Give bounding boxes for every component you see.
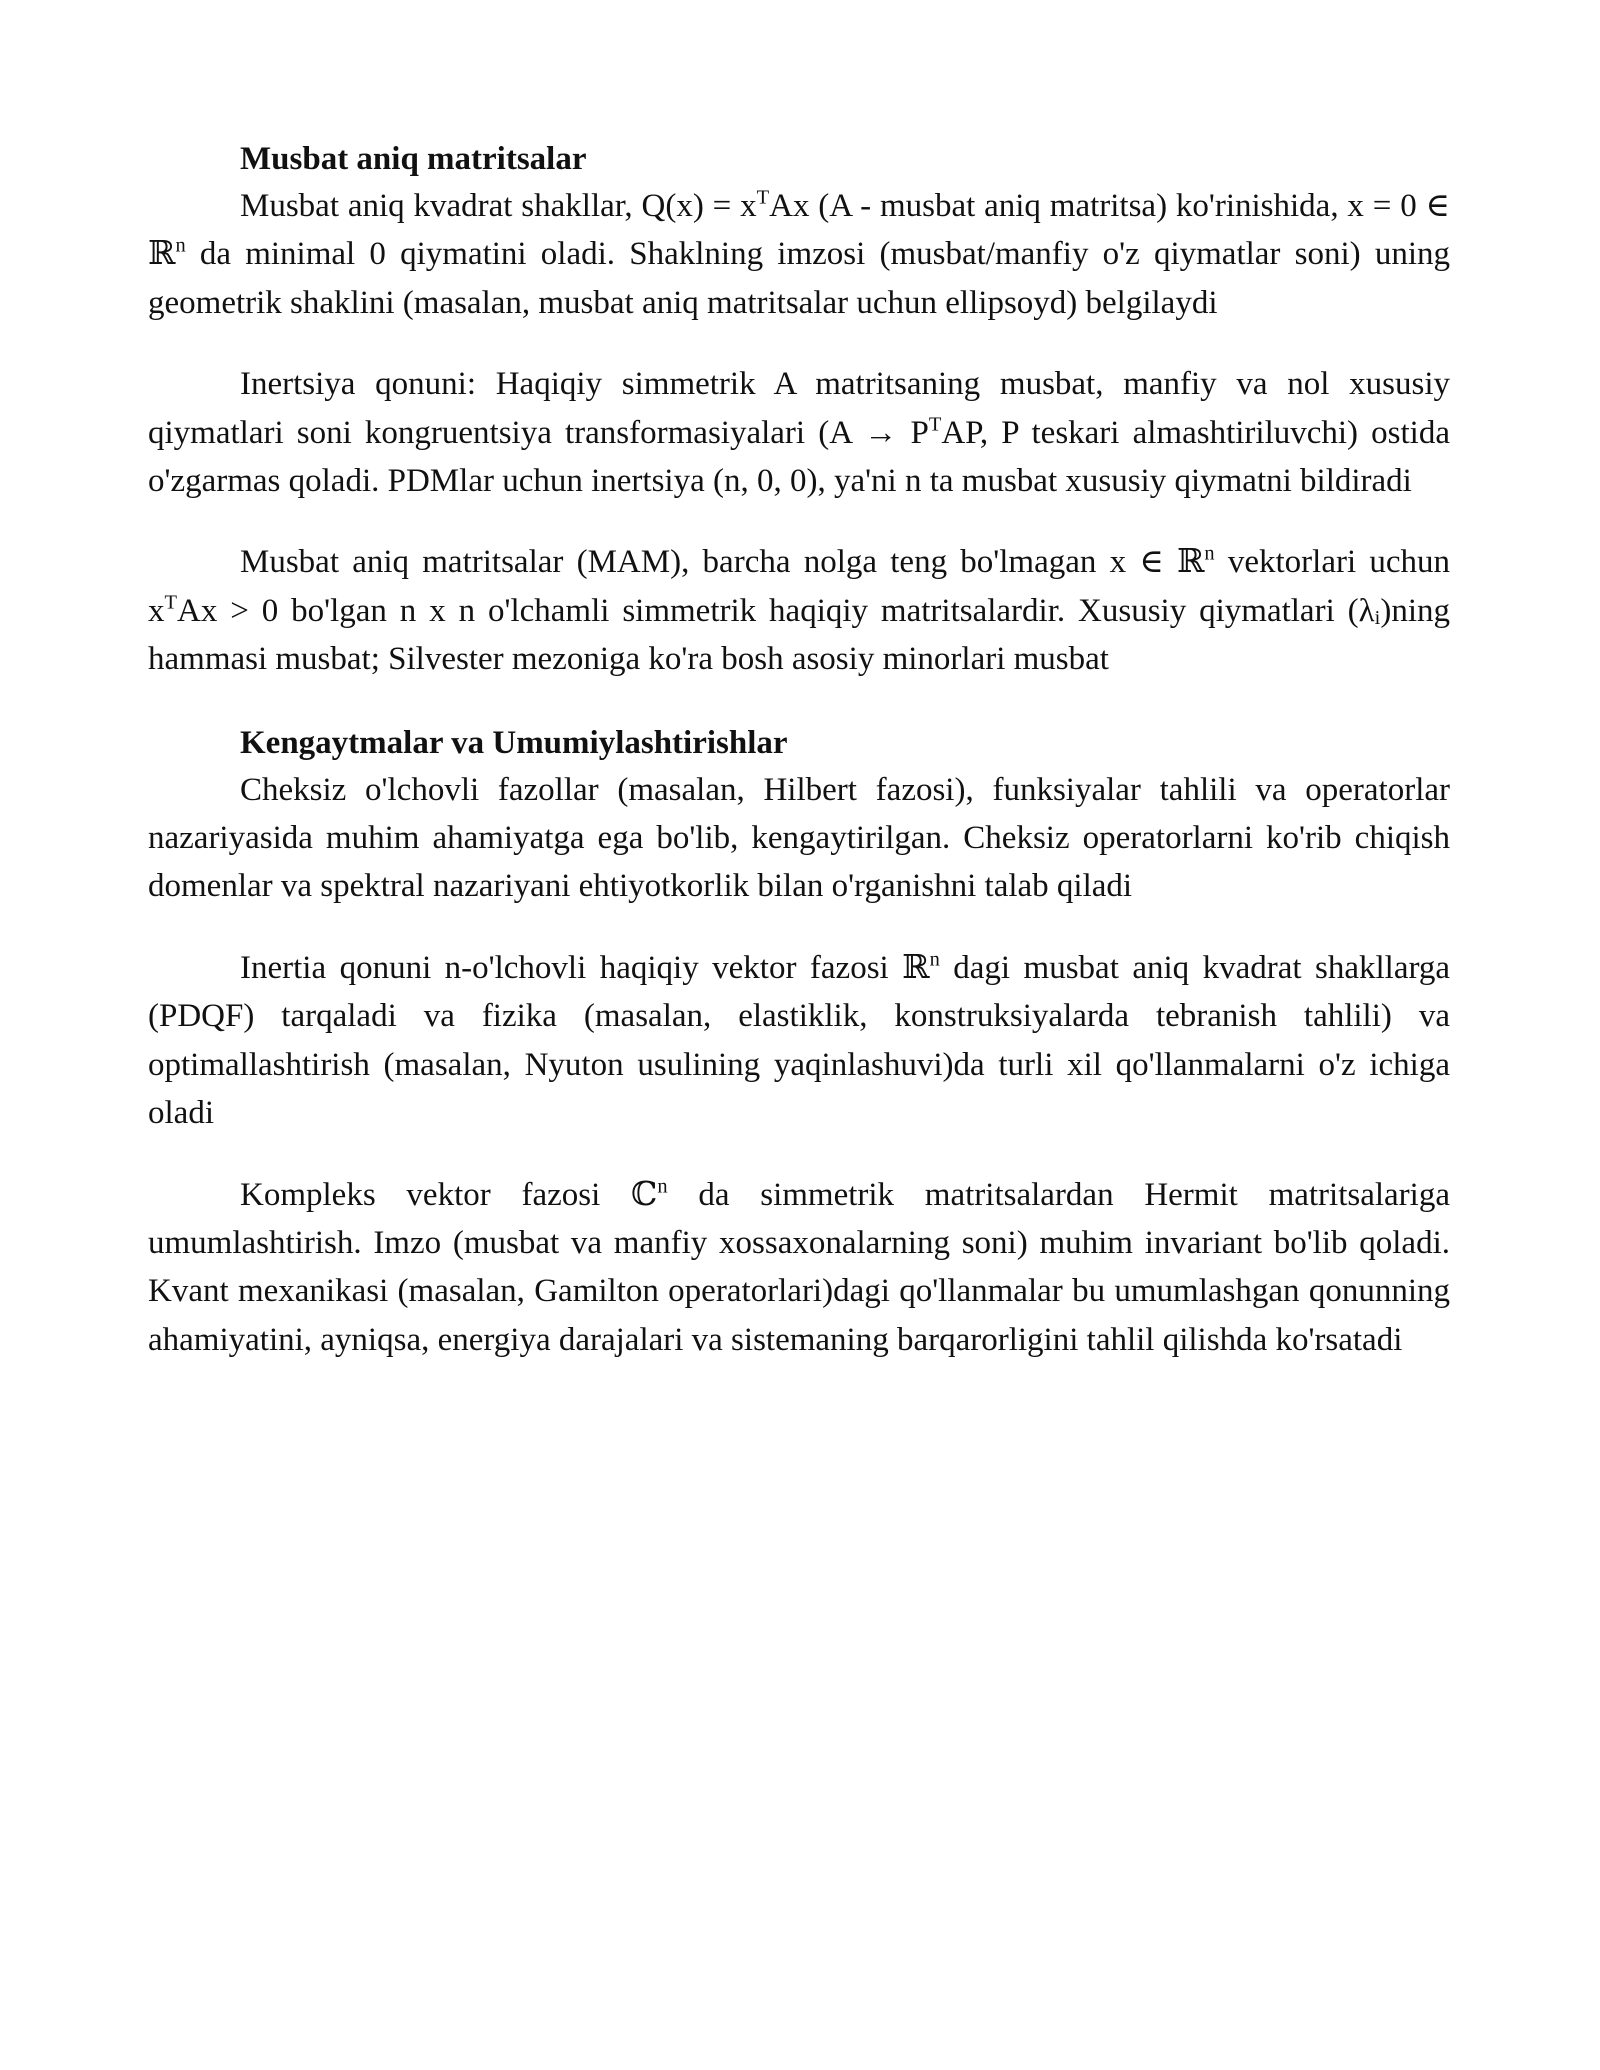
superscript: T: [928, 412, 942, 435]
paragraph-hermitian-generalization: [148, 1171, 1450, 1365]
text-run: Ax > 0 bo'lgan n x n o'lchamli simmetrik haqiqiy matritsalardir. Xususiy qiymatlari (λ: [176, 592, 1375, 629]
text-run: Kompleks vektor fazosi ℂ: [240, 1176, 658, 1213]
text-run: da simmetrik matritsalardan Hermit matritsalariga umumlashtirish. Imzo (musbat va manfiy xossaxonalarning soni) muhim invariant bo'lib qoladi. Kvant mexanikasi (masalan, Gamilton operatorlari)dagi qo'llanmalar bu umumlashgan qonunning ahamiyatini, ayniqsa, energiya darajalari va sistemaning barqarorligini tahlil qilishda ko'rsatadi: [148, 1176, 1450, 1358]
section-spacer: [148, 684, 1450, 720]
paragraph-quadratic-forms: [148, 182, 1450, 327]
paragraph-inertia-applications: [148, 944, 1450, 1138]
superscript: T: [756, 186, 770, 209]
text-run: da minimal 0 qiymatini oladi. Shaklning imzosi (musbat/manfiy o'z qiymatlar soni) uning geometrik shaklini (masalan, musbat aniq matritsalar uchun ellipsoyd) belgilaydi: [148, 236, 1450, 321]
paragraph-spacer: [148, 911, 1450, 944]
superscript: n: [175, 234, 186, 257]
text-run: Musbat aniq kvadrat shakllar, Q(x) = x: [240, 188, 757, 224]
paragraph-inertia-law: [148, 360, 1450, 505]
superscript: n: [1204, 542, 1215, 565]
text-run: )ning hammasi musbat; Silvester mezoniga ko'ra bosh asosiy minorlari musbat: [148, 592, 1450, 678]
superscript: n: [929, 948, 940, 971]
paragraph-spacer: [148, 327, 1450, 360]
text-run: Ax (A - musbat aniq matritsa) ko'rinishida, x = 0 ∈ ℝ: [148, 188, 1450, 273]
text-run: vektorlari uchun x: [148, 544, 1450, 629]
text-run: Inertia qonuni n-o'lchovli haqiqiy vektor fazosi ℝ: [240, 949, 930, 986]
superscript: T: [164, 591, 177, 614]
text-run: AP, P teskari almashtiriluvchi) ostida o'zgarmas qoladi. PDMlar uchun inertsiya (n, 0, 0), ya'ni n ta musbat xususiy qiymatni bildiradi: [148, 414, 1451, 500]
text-run: dagi musbat aniq kvadrat shakllarga (PDQF) tarqaladi va fizika (masalan, elastiklik, konstruksiyalarda tebranish tahlili) va optimallashtirish (masalan, Nyuton usulining yaqinlashuvi)da turli xil qo'llanmalarni o'z ichiga oladi: [148, 949, 1450, 1132]
section-heading-musbat-aniq-matritsalar: Musbat aniq matritsalar: [240, 141, 587, 177]
section-heading-kengaytmalar: Kengaytmalar va Umumiylashtirishlar: [240, 724, 788, 761]
text-run: Musbat aniq matritsalar (MAM), barcha nolga teng bo'lmagan x ∈ ℝ: [240, 544, 1205, 581]
subscript: i: [1374, 606, 1381, 629]
paragraph-spacer: [148, 505, 1450, 538]
superscript: n: [657, 1174, 668, 1197]
paragraph-spacer: [148, 1138, 1450, 1171]
paragraph-infinite-dimensional: Cheksiz o'lchovli fazollar (masalan, Hilbert fazosi), funksiyalar tahlili va operatorlar nazariyasida muhim ahamiyatga ega bo'lib, kengaytirilgan. Cheksiz operatorlarni ko'rib chiqish domenlar va spektral nazariyani ehtiyotkorlik bilan o'rganishni talab qiladi: [148, 771, 1450, 905]
paragraph-mam-definition: [148, 538, 1450, 683]
text-run: Inertsiya qonuni: Haqiqiy simmetrik A matritsaning musbat, manfiy va nol xususiy qiymatlari soni kongruentsiya transformasiyalari (A → P: [148, 366, 1450, 451]
document-page: [148, 136, 1450, 1364]
